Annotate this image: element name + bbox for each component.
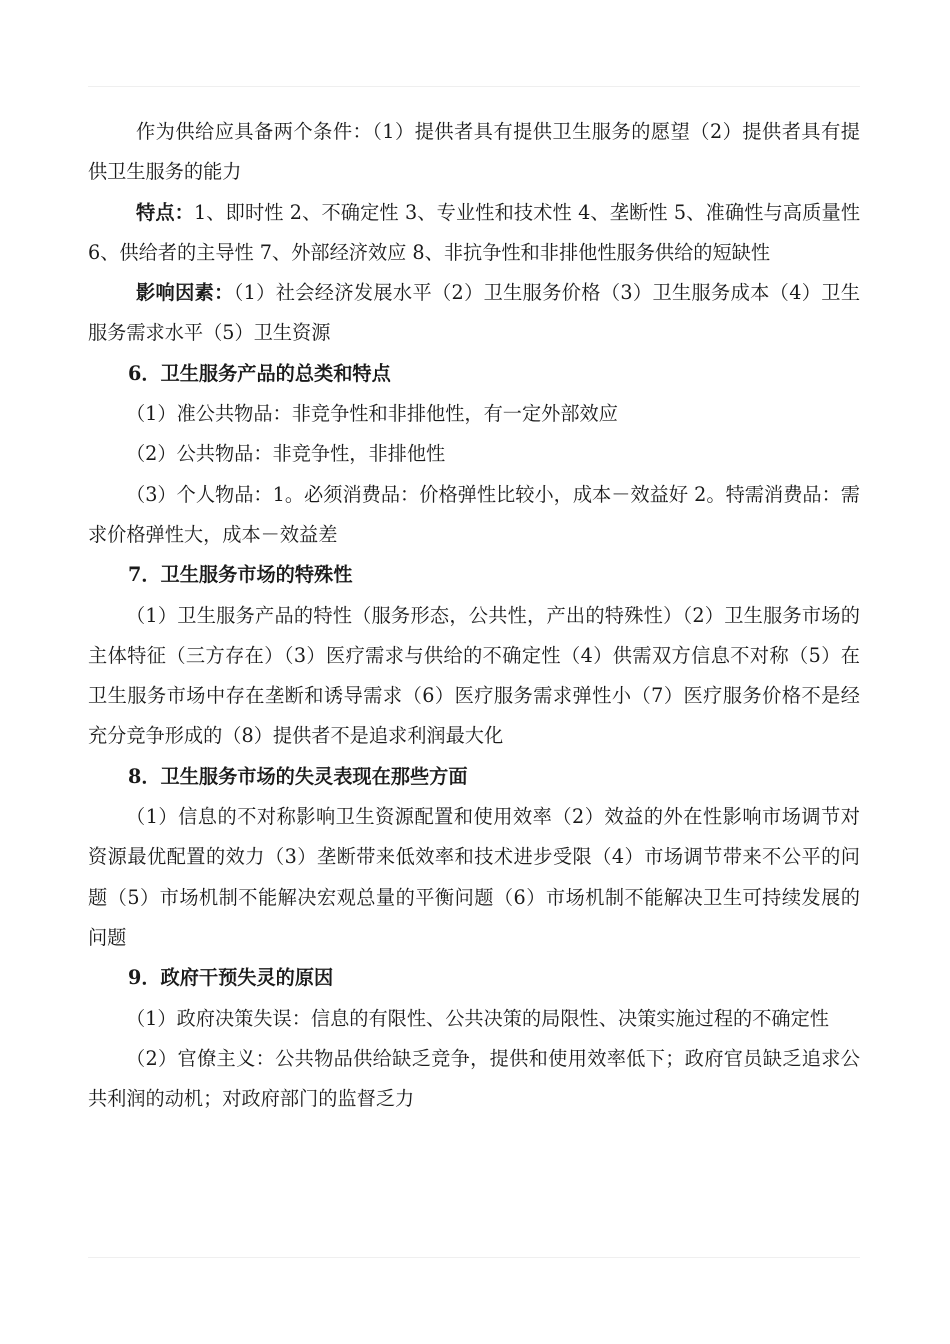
section-9-item: （2）官僚主义：公共物品供给缺乏竞争，提供和使用效率低下；政府官员缺乏追求公共利润的动机；对政府部门的监督乏力 — [88, 1046, 860, 1111]
section-9-item: （1）政府决策失误：信息的有限性、公共决策的局限性、决策实施过程的不确定性 — [126, 1006, 829, 1030]
factors-text: （1）社会经济发展水平（2）卫生服务价格（3）卫生服务成本（4）卫生服务需求水平（5）卫生资源 — [88, 281, 861, 345]
features-text: 1、即时性 2、不确定性 3、专业性和技术性 4、垄断性 5、准确性与高质量性 6、供给者的主导性 7、外部经济效应 8、非抗争性和非排他性服务供给的短缺性 — [88, 200, 861, 264]
section-9-heading: 9．政府干预失灵的原因 — [128, 966, 334, 990]
section-6-item: （2）公共物品：非竞争性，非排他性 — [126, 442, 446, 466]
section-7-paragraph: （1）卫生服务产品的特性（服务形态，公共性，产出的特殊性）（2）卫生服务市场的主体特征（三方存在）（3）医疗需求与供给的不确定性（4）供需双方信息不对称（5）在卫生服务市场中存在垄断和诱导需求（6）医疗服务需求弹性小（7）医疗服务价格不是经充分竞争形成的（8）提供者不是追求利润最大化 — [88, 603, 860, 748]
footer-rule — [88, 1257, 860, 1258]
section-8-paragraph: （1）信息的不对称影响卫生资源配置和使用效率（2）效益的外在性影响市场调节对资源最优配置的效力（3）垄断带来低效率和技术进步受限（4）市场调节带来不公平的问题（5）市场机制不能解决宏观总量的平衡问题（6）市场机制不能解决卫生可持续发展的问题 — [88, 805, 860, 949]
document-body — [88, 112, 860, 1119]
features-label: 特点： — [136, 200, 194, 224]
section-6-item: （1）准公共物品：非竞争性和非排他性，有一定外部效应 — [126, 402, 618, 426]
section-7-heading: 7．卫生服务市场的特殊性 — [128, 563, 353, 587]
supply-features-paragraph — [88, 193, 860, 274]
supply-conditions-paragraph: 作为供给应具备两个条件：（1）提供者具有提供卫生服务的愿望（2）提供者具有提供卫生服务的能力 — [88, 120, 860, 184]
section-6-item: （3）个人物品：1。必须消费品：价格弹性比较小，成本－效益好 2。特需消费品：需求价格弹性大，成本－效益差 — [88, 482, 860, 546]
header-rule — [88, 86, 860, 87]
factors-label: 影响因素： — [136, 281, 234, 305]
supply-factors-paragraph — [88, 273, 860, 354]
section-6-heading: 6．卫生服务产品的总类和特点 — [128, 361, 391, 385]
section-8-heading: 8．卫生服务市场的失灵表现在那些方面 — [128, 764, 468, 788]
